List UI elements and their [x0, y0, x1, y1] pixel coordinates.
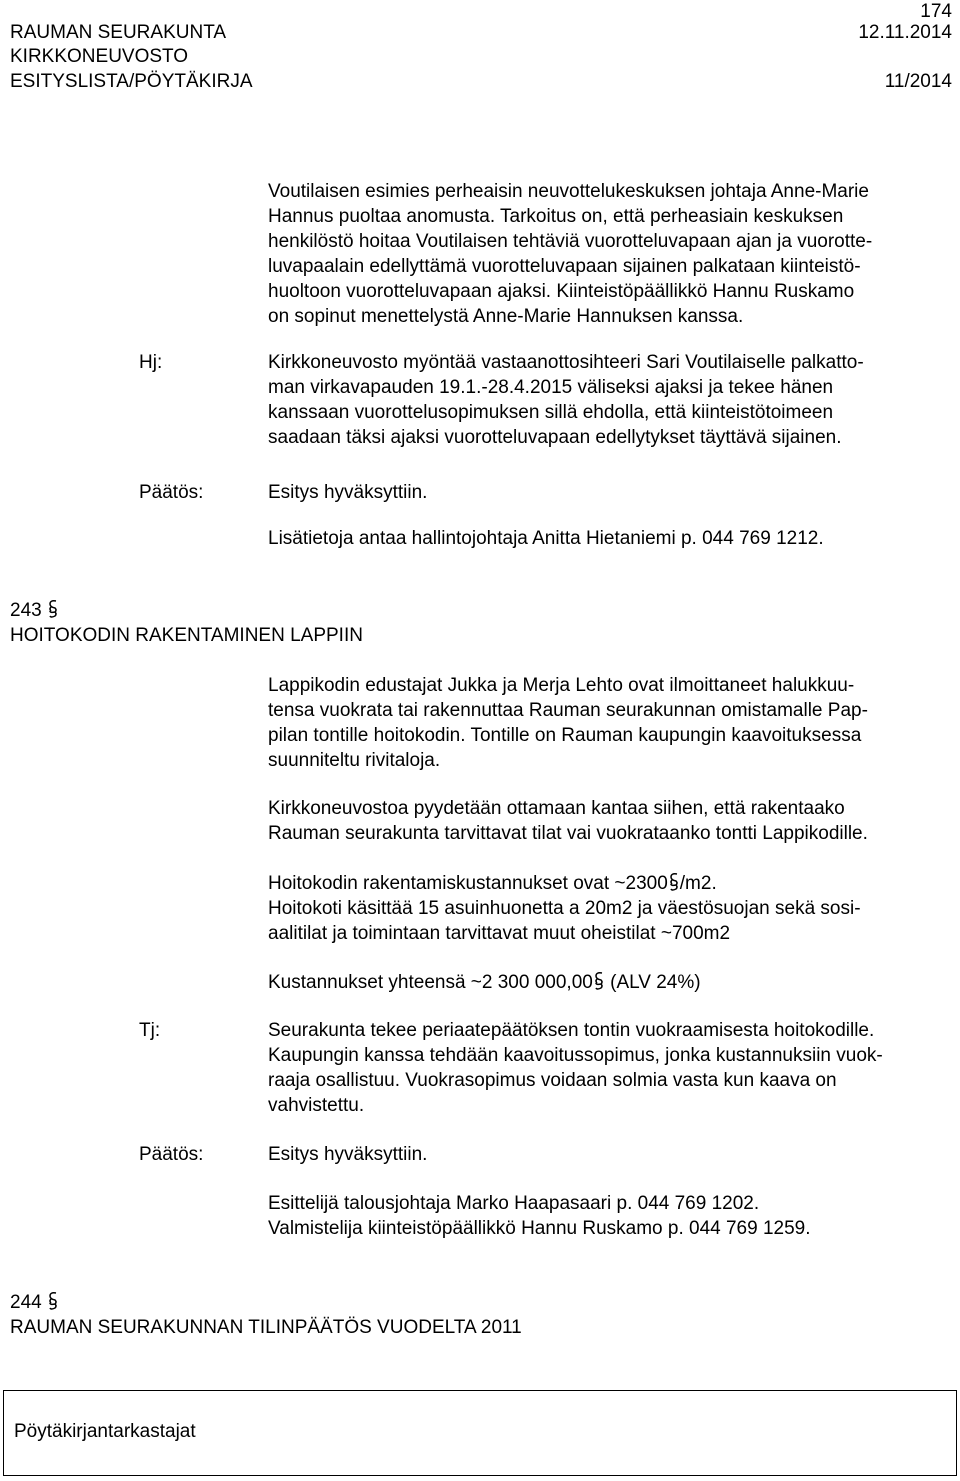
- item-244-number: 244: [10, 1292, 42, 1313]
- page-number: 174: [920, 1, 952, 22]
- text-line: vahvistettu.: [268, 1095, 365, 1116]
- item-243-para-2: [268, 796, 948, 846]
- document-type: ESITYSLISTA/PÖYTÄKIRJA: [10, 71, 253, 92]
- item-243-costs: [268, 970, 948, 995]
- meeting-date: 12.11.2014: [858, 22, 952, 43]
- euro-placeholder-icon: [593, 970, 605, 992]
- org-name: RAUMAN SEURAKUNTA: [10, 22, 227, 43]
- item-number: [10, 1290, 59, 1315]
- item-title: RAUMAN SEURAKUNNAN TILINPÄÄTÖS VUODELTA 2011: [10, 1317, 522, 1338]
- decision-label: Päätös:: [139, 1144, 204, 1165]
- signature-box: [3, 1390, 957, 1476]
- item-243-decision: Esitys hyväksyttiin.: [268, 1144, 428, 1165]
- text-line: Kaupungin kanssa tehdään kaavoitussopimus, jonka kustannuksiin vuok-: [268, 1045, 883, 1066]
- text-line: raaja osallistuu. Vuokrasopimus voidaan solmia vasta kun kaava on: [268, 1070, 837, 1091]
- text-line: Seurakunta tekee periaatepäätöksen tontin vuokraamisesta hoitokodille.: [268, 1020, 875, 1041]
- item-243-presenters: [268, 1191, 948, 1241]
- text-line: saadaan täksi ajaksi vuorotteluvapaan edellytykset täyttävä sijainen.: [268, 427, 842, 448]
- costs-vat: (ALV 24%): [604, 972, 701, 993]
- prev-item-proposal: [268, 350, 948, 450]
- section-sign-icon: [47, 1290, 59, 1312]
- text-line: Hannus puoltaa anomusta. Tarkoitus on, että perheasiain keskuksen: [268, 206, 844, 227]
- text-line: henkilöstö hoitaa Voutilaisen tehtäviä vuorotteluvapaan ajan ja vuorotte-: [268, 231, 873, 252]
- text-line: Esittelijä talousjohtaja Marko Haapasaari p. 044 769 1202.: [268, 1193, 760, 1214]
- text-line: pilan tontille hoitokodin. Tontille on Rauman kaupungin kaavoituksessa: [268, 725, 862, 746]
- text-line: [268, 871, 948, 896]
- item-243-para-1: [268, 673, 948, 773]
- prev-item-decision: Esitys hyväksyttiin.: [268, 482, 428, 503]
- euro-placeholder-icon: [668, 871, 680, 893]
- text-line: Kirkkoneuvostoa pyydetään ottamaan kantaa siihen, että rakentaako: [268, 798, 845, 819]
- issue-number: 11/2014: [884, 71, 952, 92]
- proposal-label: Tj:: [139, 1020, 161, 1041]
- item-243-para-3: [268, 871, 948, 946]
- item-243-proposal: [268, 1018, 948, 1118]
- proposal-label: Hj:: [139, 352, 163, 373]
- signature-label: Pöytäkirjantarkastajat: [14, 1421, 196, 1442]
- text-line: Lappikodin edustajat Jukka ja Merja Lehto ovat ilmoittaneet halukkuu-: [268, 675, 855, 696]
- text-line: man virkavapauden 19.1.-28.4.2015 väliseksi ajaksi ja tekee hänen: [268, 377, 834, 398]
- prev-item-info: Lisätietoja antaa hallintojohtaja Anitta Hietaniemi p. 044 769 1212.: [268, 528, 824, 549]
- text-line: Voutilaisen esimies perheaisin neuvottelukeskuksen johtaja Anne-Marie: [268, 181, 869, 202]
- text-line: kanssaan vuorottelusopimuksen sillä ehdolla, että kiinteistötoimeen: [268, 402, 834, 423]
- text-line: Rauman seurakunta tarvittavat tilat vai vuokrataanko tontti Lappikodille.: [268, 823, 868, 844]
- cost-line: Hoitokodin rakentamiskustannukset ovat ~2300: [268, 873, 668, 894]
- prev-item-text: [268, 179, 948, 329]
- costs-text: Kustannukset yhteensä ~2 300 000,00: [268, 972, 593, 993]
- body-name: KIRKKONEUVOSTO: [10, 46, 189, 67]
- text-line: Valmistelija kiinteistöpäällikkö Hannu Ruskamo p. 044 769 1259.: [268, 1218, 811, 1239]
- text-line: Kirkkoneuvosto myöntää vastaanottosihteeri Sari Voutilaiselle palkatto-: [268, 352, 864, 373]
- text-line: Hoitokoti käsittää 15 asuinhuonetta a 20m2 ja väestösuojan sekä sosi-: [268, 898, 861, 919]
- text-line: huoltoon vuorotteluvapaan ajaksi. Kiinteistöpäällikkö Hannu Ruskamo: [268, 281, 855, 302]
- cost-unit: /m2.: [679, 873, 717, 894]
- item-title: HOITOKODIN RAKENTAMINEN LAPPIIN: [10, 625, 363, 646]
- section-sign-icon: [47, 598, 59, 620]
- item-number: [10, 598, 59, 623]
- text-line: aalitilat ja toimintaan tarvittavat muut oheistilat ~700m2: [268, 923, 731, 944]
- text-line: on sopinut menettelystä Anne-Marie Hannuksen kanssa.: [268, 306, 744, 327]
- decision-label: Päätös:: [139, 482, 204, 503]
- text-line: suunniteltu rivitaloja.: [268, 750, 441, 771]
- text-line: luvapaalain edellyttämä vuorotteluvapaan sijainen palkataan kiinteistö-: [268, 256, 861, 277]
- text-line: tensa vuokrata tai rakennuttaa Rauman seurakunnan omistamalle Pap-: [268, 700, 868, 721]
- item-243-number: 243: [10, 600, 42, 621]
